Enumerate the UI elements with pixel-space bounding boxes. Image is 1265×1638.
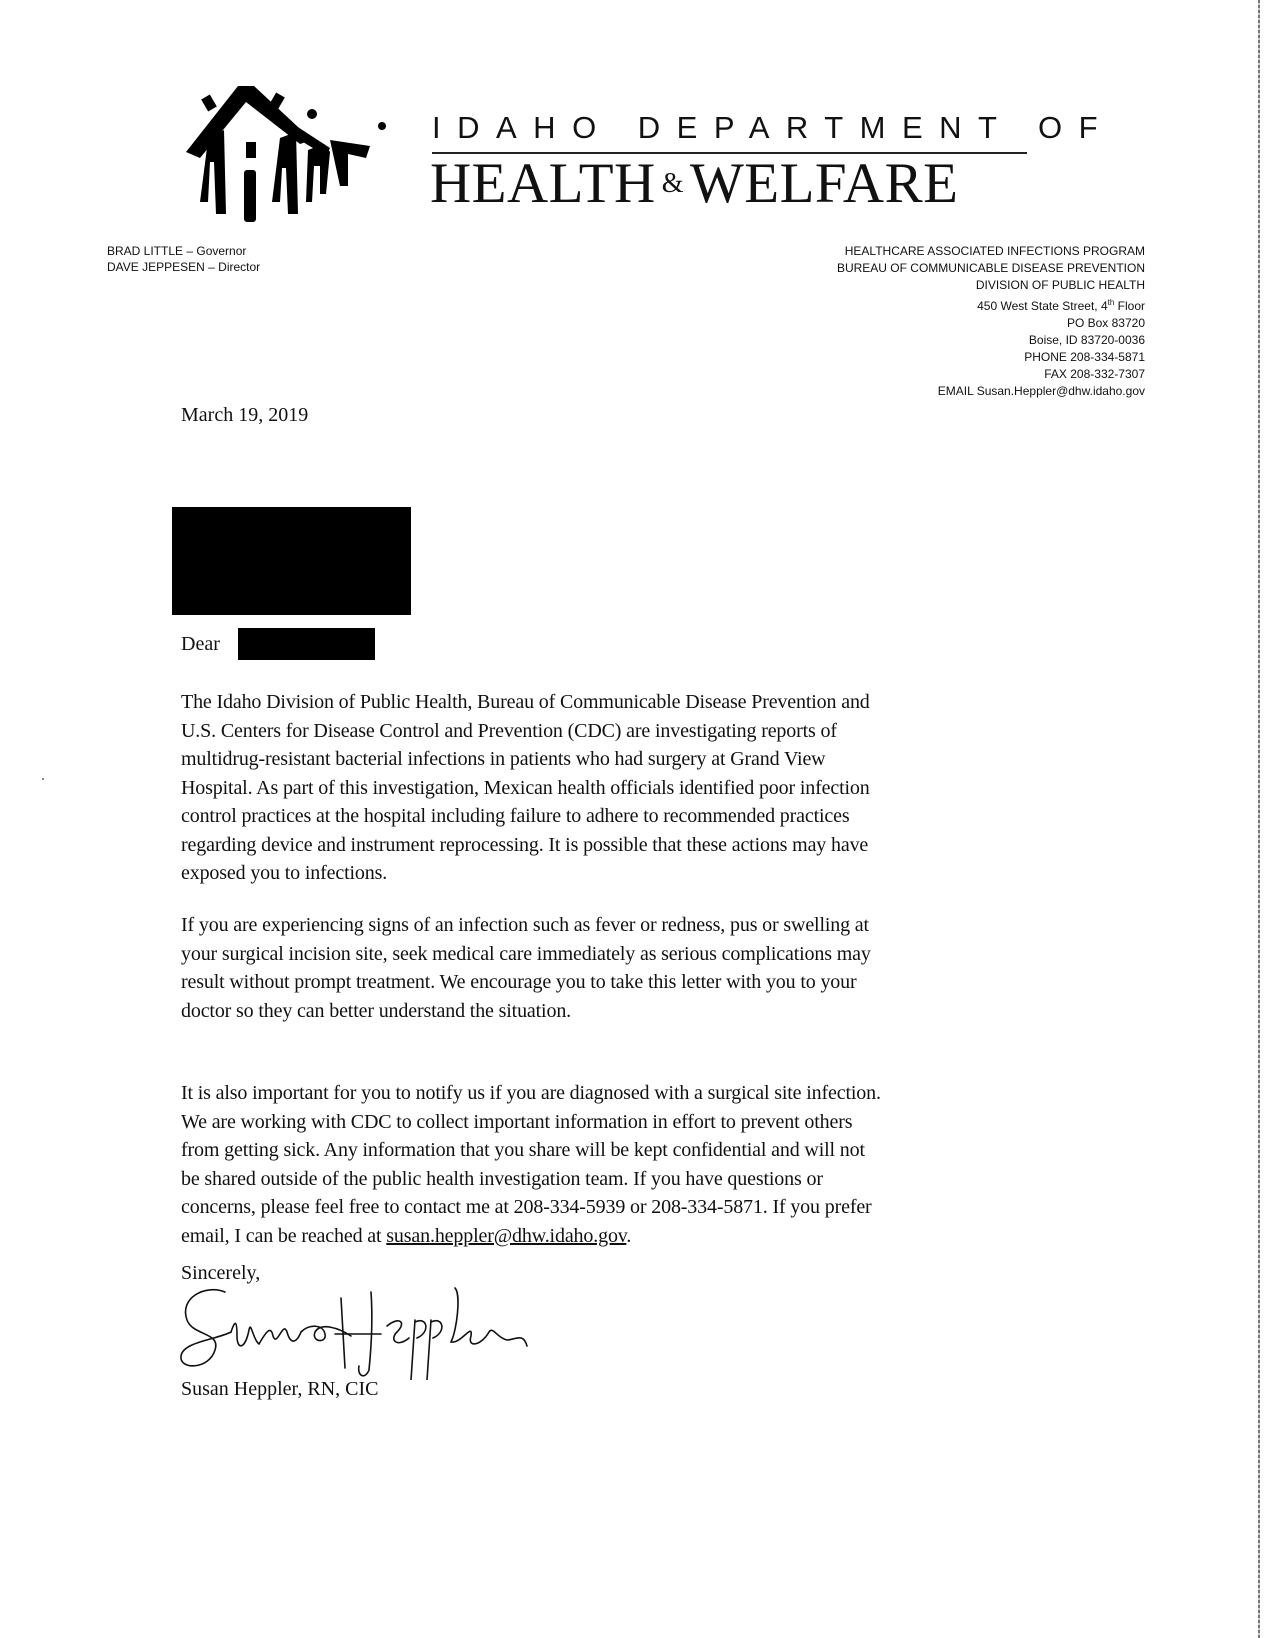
street-floor: Floor	[1114, 299, 1145, 313]
family-house-logo-icon	[180, 82, 388, 222]
body-paragraph-2	[181, 911, 1061, 1025]
text-line: doctor so they can better understand the situation.	[181, 999, 572, 1022]
letterhead-ampersand: &	[661, 168, 684, 199]
body-paragraph-1	[181, 688, 1061, 888]
redacted-recipient-address	[172, 507, 411, 615]
po-box: PO Box 83720	[1066, 316, 1145, 330]
letterhead-health: HEALTH	[430, 152, 656, 215]
official-governor: BRAD LITTLE – Governor	[107, 244, 247, 258]
text-line: be shared outside of the public health investigation team. If you have questions or	[181, 1167, 823, 1190]
program-name: HEALTHCARE ASSOCIATED INFECTIONS PROGRAM	[844, 244, 1145, 258]
officials-block	[107, 243, 260, 275]
text-fragment: .	[626, 1224, 632, 1247]
letterhead-department-line: IDAHO DEPARTMENT OF	[432, 110, 1115, 145]
letterhead-welfare: WELFARE	[690, 152, 959, 215]
text-line: If you are experiencing signs of an infection such as fever or redness, pus or swelling at	[181, 914, 869, 936]
sender-address-block	[837, 243, 1145, 400]
text-line: We are working with CDC to collect important information in effort to prevent others	[181, 1110, 853, 1133]
phone-number: PHONE 208-334-5871	[1024, 350, 1145, 364]
street-ordinal: th	[1107, 298, 1115, 307]
text-line: The Idaho Division of Public Health, Bureau of Communicable Disease Prevention and	[181, 691, 870, 713]
body-paragraph-3	[181, 1079, 1061, 1250]
closing: Sincerely,	[181, 1262, 261, 1284]
bureau-name: BUREAU OF COMMUNICABLE DISEASE PREVENTION	[836, 261, 1145, 275]
text-line: multidrug-resistant bacterial infections in patients who had surgery at Grand View	[181, 748, 826, 770]
text-line: your surgical incision site, seek medical care immediately as serious complications may	[181, 942, 871, 965]
text-line	[181, 1222, 1061, 1251]
email-address: EMAIL Susan.Heppler@dhw.idaho.gov	[937, 384, 1145, 398]
street-text: 450 West State Street, 4	[977, 299, 1108, 313]
letterhead-agency-name	[430, 150, 958, 218]
text-line: U.S. Centers for Disease Control and Prevention (CDC) are investigating reports of	[181, 719, 837, 742]
city-state-zip: Boise, ID 83720-0036	[1028, 333, 1145, 347]
text-line: Hospital. As part of this investigation, Mexican health officials identified poor infection	[181, 776, 870, 799]
street-address	[837, 294, 1145, 315]
salutation: Dear	[181, 633, 220, 655]
text-line: control practices at the hospital including failure to adhere to recommended practices	[181, 805, 850, 827]
email-link[interactable]: susan.heppler@dhw.idaho.gov	[386, 1224, 627, 1247]
text-line: exposed you to infections.	[181, 862, 388, 884]
official-director: DAVE JEPPESEN – Director	[107, 260, 261, 274]
text-line: result without prompt treatment. We encourage you to take this letter with you to your	[181, 971, 857, 993]
text-line: regarding device and instrument reprocessing. It is possible that these actions may have	[181, 833, 869, 856]
text-line: It is also important for you to notify us if you are diagnosed with a surgical site infection.	[181, 1082, 881, 1104]
letter-date: March 19, 2019	[181, 404, 309, 426]
signer-name: Susan Heppler, RN, CIC	[181, 1378, 379, 1400]
division-name: DIVISION OF PUBLIC HEALTH	[975, 278, 1145, 292]
text-fragment: email, I can be reached at	[181, 1224, 387, 1247]
handwritten-signature-icon	[175, 1280, 555, 1380]
text-line: from getting sick. Any information that you share will be kept confidential and will not	[181, 1139, 865, 1161]
scan-speck	[42, 778, 44, 780]
fax-number: FAX 208-332-7307	[1044, 367, 1145, 381]
redacted-recipient-name	[238, 628, 375, 660]
scan-page-edge	[1258, 0, 1260, 1638]
text-line: concerns, please feel free to contact me at 208-334-5939 or 208-334-5871. If you prefer	[181, 1196, 872, 1218]
